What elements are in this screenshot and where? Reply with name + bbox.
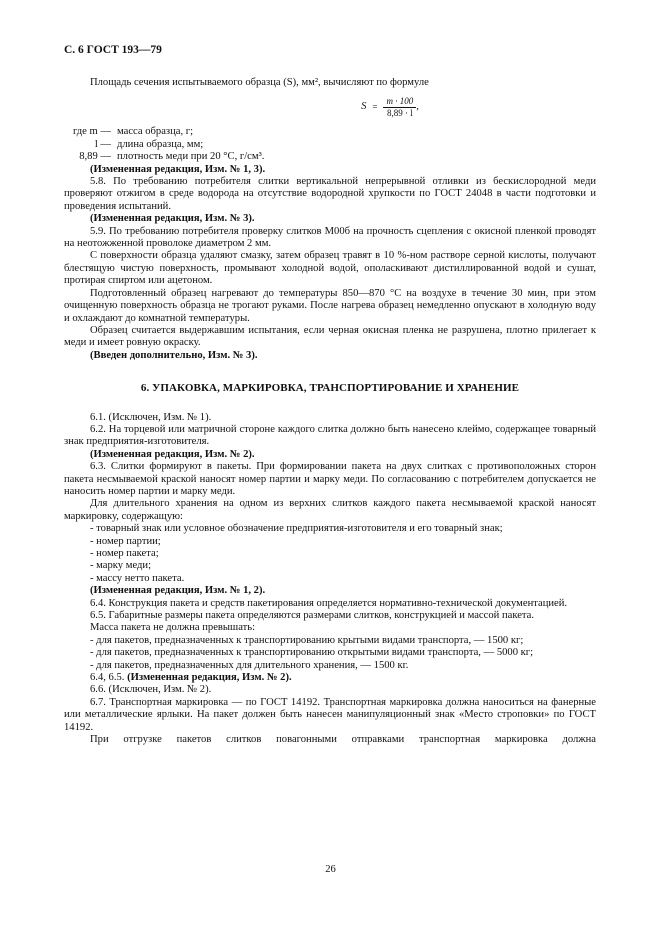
definition-text: длина образца, мм;	[117, 138, 204, 150]
paragraph-6-3-storage: Для длительного хранения на одном из верхних слитков каждого пакета несмываемой краской наносят маркировку, содержащую:	[64, 498, 596, 522]
mass-item: - для пакетов, предназначенных к транспортированию открытыми видами транспорта, — 5000 кг;	[90, 647, 534, 659]
paragraph-6-7-shipping: При отгрузке пакетов слитков повагонными отправками транспортная маркировка должна	[90, 734, 596, 746]
formula-denominator: 8,89 · l	[386, 107, 413, 118]
formula-tail: ,	[416, 101, 419, 113]
formula-lhs: S	[361, 101, 367, 113]
list-item: - номер пакета;	[90, 548, 159, 559]
document-body	[64, 77, 596, 747]
area-formula	[184, 94, 596, 120]
revision-note-6-4-6-5	[64, 672, 596, 684]
definition-term: где m —	[72, 126, 111, 138]
definition-term: 8,89 —	[79, 151, 111, 163]
paragraph-6-5-mass: Масса пакета не должна превышать:	[90, 622, 256, 634]
definition-text: плотность меди при 20 °С, г/см³.	[117, 151, 265, 163]
paragraph-6-6: 6.6. (Исключен, Изм. № 2).	[90, 684, 212, 696]
formula-intro: Площадь сечения испытываемого образца (S), мм², вычисляют по формуле	[90, 77, 429, 88]
paragraph-5-9-surface: С поверхности образца удаляют смазку, затем образец травят в 10 %-ном растворе серной кислоты, получают блестящую чистую поверхность, промывают холодной водой, ополаскивают дистиллированной водой и сушат, протирая спиртом или ацетоном.	[64, 250, 596, 287]
list-item: - массу нетто пакета.	[90, 572, 185, 584]
paragraph-6-4: 6.4. Конструкция пакета и средств пакетирования определяется нормативно-технической документацией.	[90, 597, 568, 609]
revision-note: (Измененная редакция, Изм. № 1, 2).	[90, 585, 266, 597]
list-item: - марку меди;	[90, 560, 152, 572]
definition-text: масса образца, г;	[117, 126, 194, 138]
revision-text: (Измененная редакция, Изм. № 2).	[127, 672, 292, 684]
paragraph-6-7: 6.7. Транспортная маркировка — по ГОСТ 14192. Транспортная маркировка должна наноситься на фанерные или металлические ярлыки. На пакет должен быть нанесен манипуляционный знак «Место строповки» по ГОСТ 14192.	[64, 696, 596, 733]
mass-item: - для пакетов, предназначенных для длительного хранения, — 1500 кг.	[90, 659, 409, 671]
list-item: - товарный знак или условное обозначение предприятия-изготовителя и его товарный знак;	[90, 523, 503, 535]
paragraph-6-5: 6.5. Габаритные размеры пакета определяются размерами слитков, конструкцией и массой пакета.	[90, 610, 535, 622]
revision-note: (Введен дополнительно, Изм. № 3).	[90, 349, 258, 361]
formula-equals: =	[372, 102, 378, 113]
formula-fraction	[383, 96, 416, 119]
revision-note: (Измененная редакция, Изм. № 2).	[90, 448, 255, 460]
definition-row	[64, 126, 596, 138]
list-item: - номер партии;	[90, 535, 161, 547]
revision-note: (Измененная редакция, Изм. № 3).	[90, 213, 255, 225]
mass-item: - для пакетов, предназначенных к транспортированию крытыми видами транспорта, — 1500 кг;	[90, 634, 524, 646]
paragraph-6-2: 6.2. На торцевой или матричной стороне каждого слитка должно быть нанесено клеймо, содержащее товарный знак предприятия-изготовителя.	[64, 423, 596, 448]
paragraph-6-3: 6.3. Слитки формируют в пакеты. При формировании пакета на двух слитках с противоположных сторон пакета несмываемой краской наносят номер партии и марку меди. По согласованию с потребителем допускается не наносить номер партии и марку меди.	[64, 461, 596, 497]
section-title: 6. УПАКОВКА, МАРКИРОВКА, ТРАНСПОРТИРОВАНИЕ И ХРАНЕНИЕ	[140, 382, 520, 395]
definition-row	[64, 151, 596, 163]
paragraph-6-1: 6.1. (Исключен, Изм. № 1).	[90, 411, 212, 423]
paragraph-5-8: 5.8. По требованию потребителя слитки вертикальной непрерывной отливки из бескислородной меди проверяют отжигом в среде водорода на отсутствие водородной хрупкости по ГОСТ 24048 в части подготовки и проведения испытаний.	[64, 176, 596, 212]
definition-term: l —	[94, 138, 111, 150]
page-header: С. 6 ГОСТ 193—79	[64, 44, 162, 56]
paragraph-5-9-result: Образец считается выдержавшим испытания, если черная окисная пленка не разрушена, плотно прилегает к меди и имеет ровную окраску.	[64, 324, 596, 349]
paragraph-5-9-heating: Подготовленный образец нагревают до температуры 850—870 °С на воздухе в течение 30 мин, при этом очищенную поверхность образца не трогают руками. После нагрева образец немедленно опускают в холодную воду и охлаждают до комнатной температуры.	[64, 287, 596, 324]
revision-ref: 6.4, 6.5.	[90, 672, 125, 684]
definition-row	[64, 139, 596, 151]
revision-note: (Измененная редакция, Изм. № 1, 3).	[90, 163, 266, 175]
formula-numerator: m · 100	[383, 96, 416, 108]
paragraph-5-9: 5.9. По требованию потребителя проверку слитков М00б на прочность сцепления с окисной пленкой проводят на неотожженной проволоке диаметром 2 мм.	[64, 225, 596, 250]
formula-definitions	[64, 126, 596, 163]
page-number: 26	[325, 864, 336, 875]
